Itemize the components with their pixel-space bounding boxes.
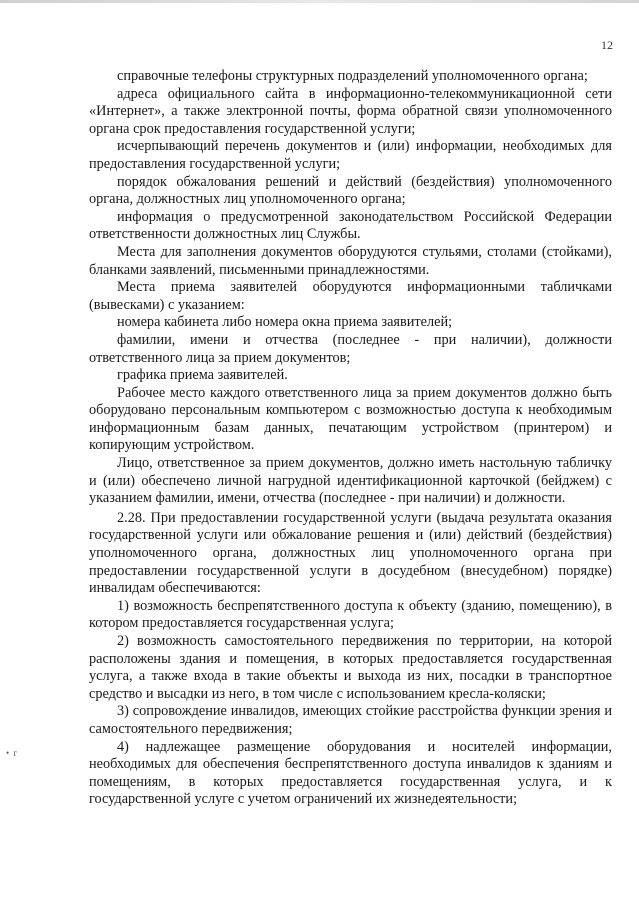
paragraph: порядок обжалования решений и действий (бездействия) уполномоченного органа, должностных лиц уполномоченного органа;	[89, 173, 612, 208]
paragraph: адреса официального сайта в информационно-телекоммуникационной сети «Интернет», а также электронной почты, форма обратной связи уполномоченного органа срок предоставления государственной услуги;	[89, 85, 612, 137]
list-item-2: 2) возможность самостоятельного передвижения по территории, на которой расположены здания и помещения, в которых предоставляется государственная услуга, а также входа в такие объекты и выхода из них, посадки в транспортное средство и высадки из него, в том числе с использованием кресла-коляски;	[89, 633, 612, 702]
section-2-28-paragraph: 2.28. При предоставлении государственной услуги (выдача результата оказания государственной услуги или обжалование решения и (или) действий (бездействия) уполномоченного органа, должностных лиц уполномоченного органа при предоставлении государственной услуги в досудебном (внесудебном) порядке) инвалидам обеспечиваются:	[89, 509, 612, 597]
margin-mark: • г	[6, 748, 19, 758]
paragraph: исчерпывающий перечень документов и (или) информации, необходимых для предоставления государственной услуги;	[89, 138, 612, 172]
paragraph: Места для заполнения документов оборудуются стульями, столами (стойками), бланками заявлений, письменными принадлежностями.	[89, 243, 612, 278]
list-item-3: 3) сопровождение инвалидов, имеющих стойкие расстройства функции зрения и самостоятельного передвижения;	[89, 703, 612, 737]
paragraph: Рабочее место каждого ответственного лица за прием документов должно быть оборудовано персональным компьютером с возможностью доступа к необходимым информационным базам данных, печатающим устройством (принтером) и копирующим устройством.	[89, 384, 612, 454]
paragraph: информация о предусмотренной законодательством Российской Федерации ответственности должностных лиц Службы.	[89, 208, 612, 243]
paragraph: справочные телефоны структурных подразделений уполномоченного органа;	[117, 68, 588, 84]
list-item-4: 4) надлежащее размещение оборудования и носителей информации, необходимых для обеспечения беспрепятственного доступа инвалидов к зданиям и помещениям, в которых предоставляется государственная услуга, и к государственной услуге с учетом ограничений их жизнедеятельности;	[89, 738, 612, 808]
page-number: 12	[601, 38, 613, 52]
list-item-1: 1) возможность беспрепятственного доступа к объекту (зданию, помещению), в котором предоставляется государственная услуга;	[89, 597, 612, 632]
paragraph: графика приема заявителей.	[117, 367, 288, 384]
paragraph: номера кабинета либо номера окна приема заявителей;	[117, 314, 453, 331]
document-body	[89, 68, 612, 809]
paragraph: Лицо, ответственное за прием документов, должно иметь настольную табличку и (или) обеспечено личной нагрудной идентификационной карточкой (бейджем) с указанием фамилии, имени, отчества (последнее - при наличии) и должности.	[89, 455, 612, 507]
paragraph: фамилии, имени и отчества (последнее - при наличии), должности ответственного лица за прием документов;	[89, 331, 612, 366]
scan-top-edge	[0, 0, 639, 3]
paragraph: Места приема заявителей оборудуются информационными табличками (вывесками) с указанием:	[89, 279, 612, 313]
